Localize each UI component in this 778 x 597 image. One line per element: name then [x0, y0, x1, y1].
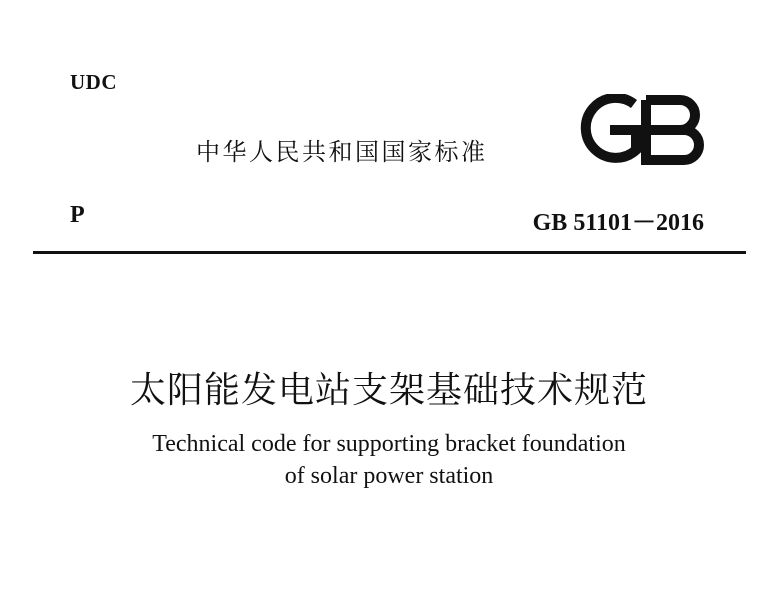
- national-standard-label: 中华人民共和国国家标准: [196, 138, 488, 166]
- chinese-title: 太阳能发电站支架基础技术规范: [129, 370, 648, 411]
- english-title-line-1: Technical code for supporting bracket foundation: [152, 431, 626, 457]
- header-divider: [33, 251, 746, 254]
- english-title-line-2: of solar power station: [284, 463, 494, 489]
- standard-number: GB 51101－2016: [532, 210, 704, 236]
- gb-logo: [572, 94, 708, 166]
- udc-label: UDC: [70, 70, 117, 94]
- classification-code: P: [70, 202, 85, 228]
- english-title: [0, 428, 778, 492]
